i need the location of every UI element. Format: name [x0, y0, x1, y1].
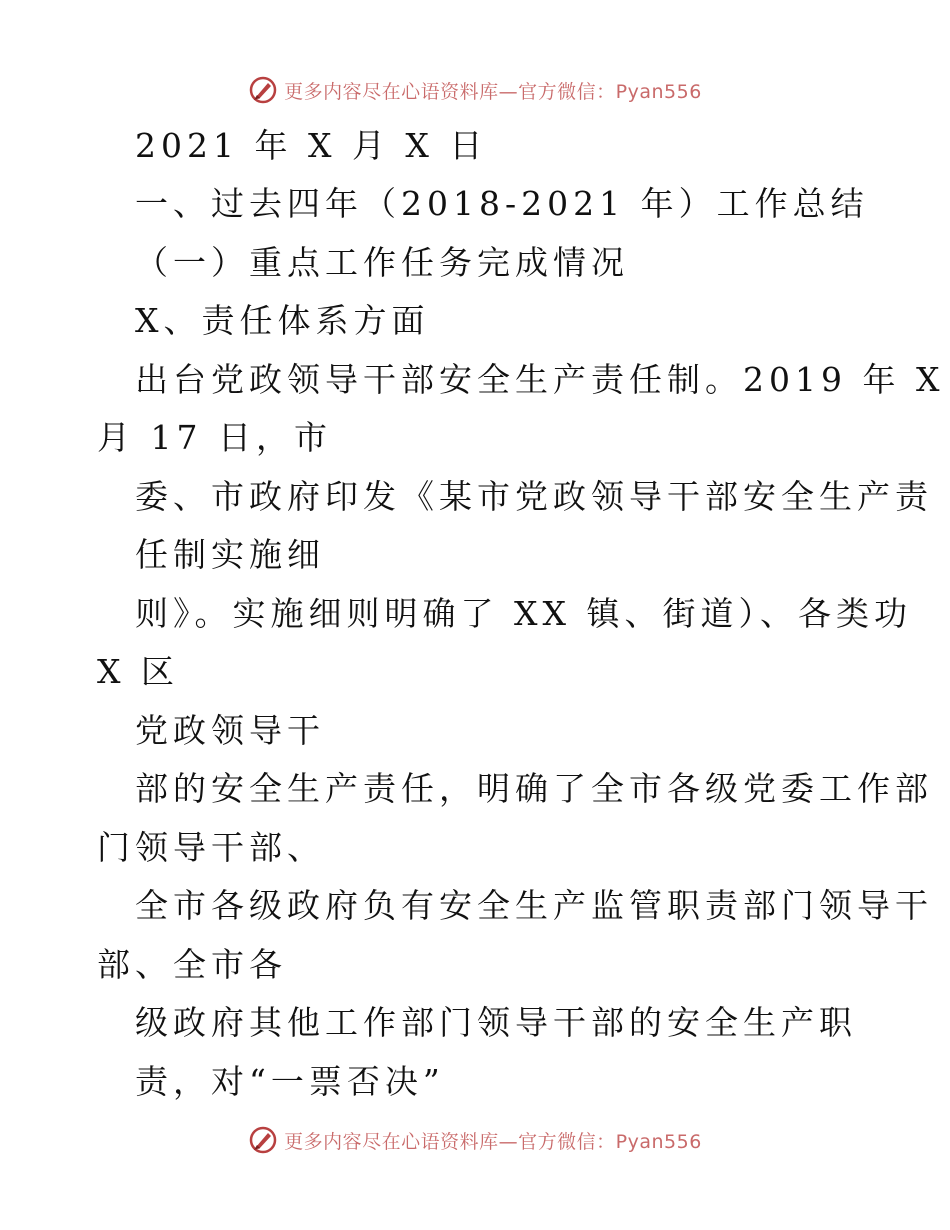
document-line: 级政府其他工作部门领导干部的安全生产职 [135, 1003, 857, 1042]
document-line: 一、过去四年（2018-2021 年）工作总结 [135, 184, 869, 223]
footer-banner [0, 1120, 950, 1160]
document-line: 党政领导干 [135, 711, 325, 750]
document-line: 则》。实施细则明确了 XX 镇、街道）、各类功 [135, 594, 912, 633]
header-banner [0, 70, 950, 110]
document-line: 委、市政府印发《某市党政领导干部安全生产责 [135, 477, 933, 516]
header-banner-text: 更多内容尽在心语资料库—官方微信：Pyan556 [284, 80, 702, 103]
document-line: 部、全市各 [97, 945, 287, 984]
document-line: （一）重点工作任务完成情况 [135, 243, 629, 282]
document-line: 2021 年 X 月 X 日 [135, 126, 488, 165]
document-line: 部的安全生产责任，明确了全市各级党委工作部 [135, 769, 933, 808]
document-line: 门领导干部、 [97, 828, 325, 867]
pen-logo-icon [248, 1125, 278, 1155]
document-line: X、责任体系方面 [135, 301, 430, 340]
document-line: 月 17 日，市 [97, 418, 332, 457]
document-line: 全市各级政府负有安全生产监管职责部门领导干 [135, 886, 933, 925]
document-line: 出台党政领导干部安全生产责任制。2019 年 X [135, 360, 945, 399]
pen-logo-icon [248, 75, 278, 105]
footer-banner-text: 更多内容尽在心语资料库—官方微信：Pyan556 [284, 1130, 702, 1153]
document-line: X 区 [97, 652, 179, 691]
document-line: 任制实施细 [135, 535, 325, 574]
document-line: 责，对“一票否决” [135, 1062, 445, 1101]
